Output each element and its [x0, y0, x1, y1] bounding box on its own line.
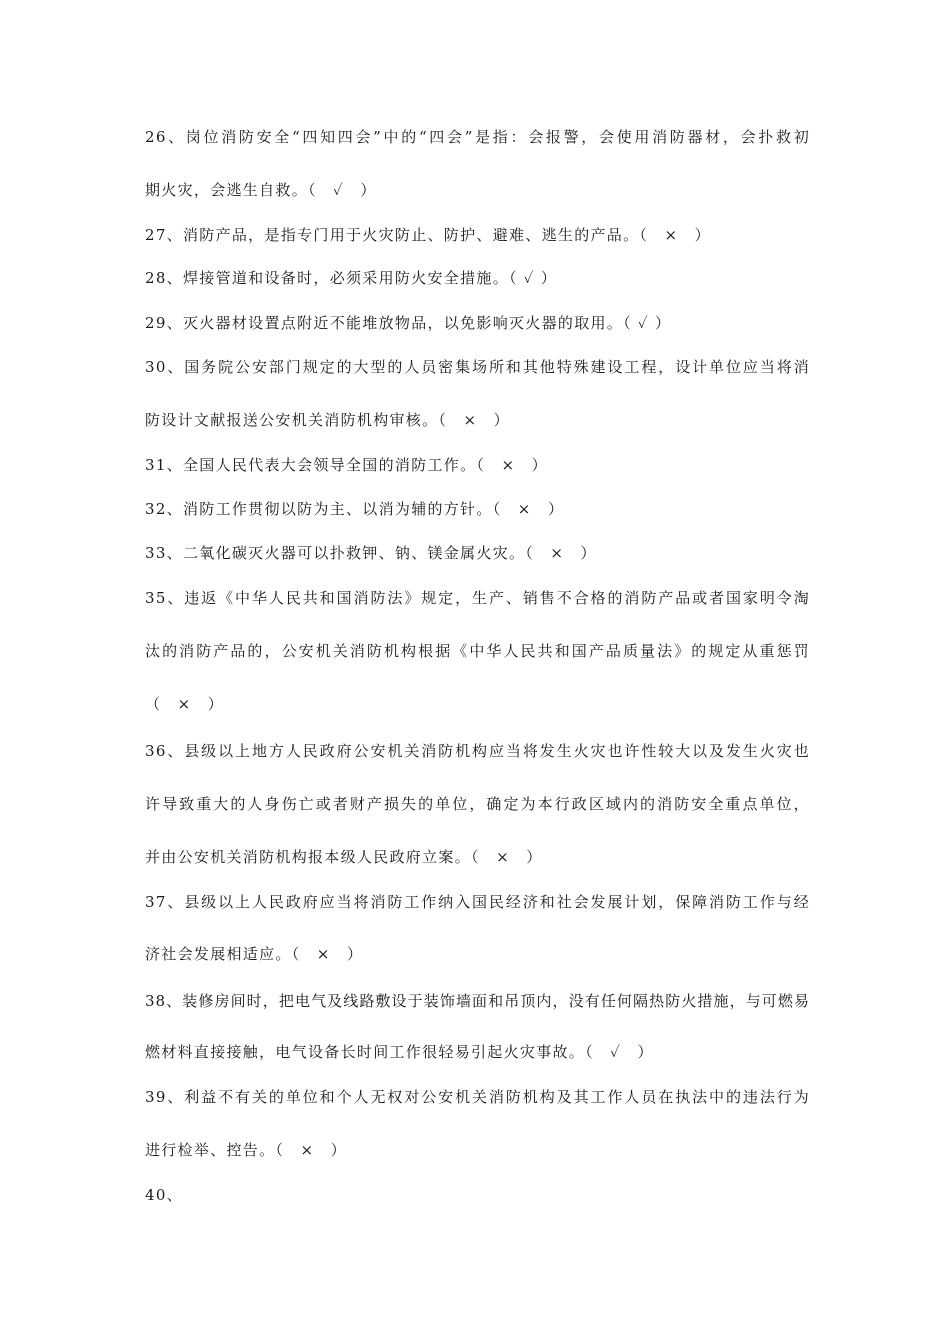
- question-37-line-2: 济社会发展相适应。（ × ）: [145, 945, 364, 963]
- question-36-line-3: 并由公安机关消防机构报本级人民政府立案。（ × ）: [145, 848, 543, 866]
- question-40: 40、: [145, 1186, 183, 1204]
- question-39-line-1: 39、利益不有关的单位和个人无权对公安机关消防机构及其工作人员在执法中的违法行为: [145, 1088, 810, 1106]
- question-26-line-1: 26、岗位消防安全“四知四会”中的“四会”是指：会报警，会使用消防器材，会扑救初: [145, 128, 810, 146]
- question-29: 29、灭火器材设置点附近不能堆放物品，以免影响灭火器的取用。（ ✓ ）: [145, 314, 672, 332]
- question-27: 27、消防产品，是指专门用于火灾防止、防护、避难、逃生的产品。（ × ）: [145, 226, 711, 244]
- question-36-line-2: 许导致重大的人身伤亡或者财产损失的单位，确定为本行政区域内的消防安全重点单位，: [145, 795, 810, 813]
- question-36-line-1: 36、县级以上地方人民政府公安机关消防机构应当将发生火灾也许性较大以及发生火灾也: [145, 742, 810, 760]
- question-28: 28、焊接管道和设备时，必须采用防火安全措施。（ ✓ ）: [145, 269, 558, 287]
- question-38-line-1: 38、装修房间时，把电气及线路敷设于装饰墙面和吊顶内，没有任何隔热防火措施，与可燃易: [145, 992, 810, 1010]
- question-33: 33、二氧化碳灭火器可以扑救钾、钠、镁金属火灾。（ × ）: [145, 544, 597, 562]
- question-38-line-2: 燃材料直接接触，电气设备长时间工作很轻易引起火灾事故。（ ✓ ）: [145, 1043, 654, 1061]
- question-30-line-2: 防设计文献报送公安机关消防机构审核。（ × ）: [145, 411, 510, 429]
- question-35-line-3: （ × ）: [145, 695, 225, 713]
- question-39-line-2: 进行检举、控告。（ × ）: [145, 1141, 347, 1159]
- question-26-line-2: 期火灾，会逃生自救。（ ✓ ）: [145, 181, 377, 199]
- question-35-line-1: 35、违返《中华人民共和国消防法》规定，生产、销售不合格的消防产品或者国家明令淘: [145, 589, 810, 607]
- question-37-line-1: 37、县级以上人民政府应当将消防工作纳入国民经济和社会发展计划，保障消防工作与经: [145, 893, 810, 911]
- question-31: 31、全国人民代表大会领导全国的消防工作。（ × ）: [145, 456, 548, 474]
- question-30-line-1: 30、国务院公安部门规定的大型的人员密集场所和其他特殊建设工程，设计单位应当将消: [145, 358, 810, 376]
- question-35-line-2: 汰的消防产品的，公安机关消防机构根据《中华人民共和国产品质量法》的规定从重惩罚: [145, 642, 810, 660]
- question-32: 32、消防工作贯彻以防为主、以消为辅的方针。（ × ）: [145, 500, 565, 518]
